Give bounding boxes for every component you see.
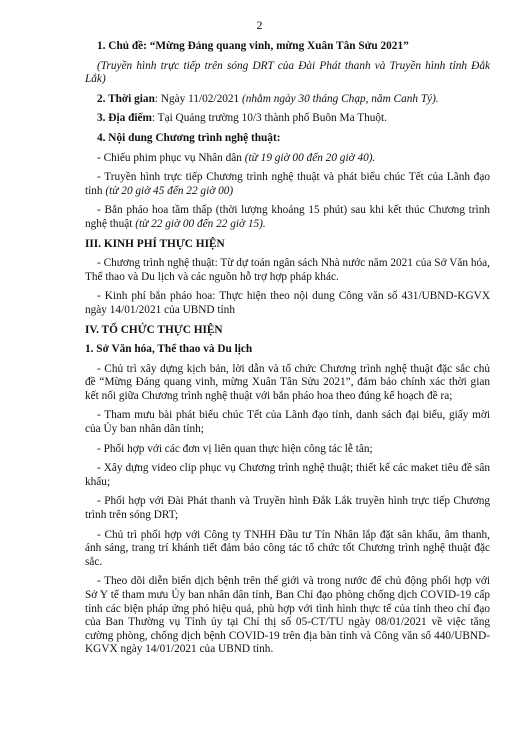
time-text: : Ngày 11/02/2021 <box>154 92 242 105</box>
task-item: - Chủ trì xây dựng kịch bản, lời dẫn và tổ chức Chương trình nghệ thuật đặc sắc chủ đề “Mừng Đảng quang vinh, mừng Xuân Tân Sửu 2021”, đảm bảo chính xác thời gian kết nối giữa Chương trình nghệ thuật với bắn pháo hoa theo đúng kế hoạch đề ra; <box>85 362 490 402</box>
program-item-text: - Chiếu phim phục vụ Nhân dân <box>97 151 245 164</box>
location-label: 3. Địa điểm <box>97 112 152 125</box>
implementation-heading: IV. TỔ CHỨC THỰC HIỆN <box>85 323 223 336</box>
topic-note: (Truyền hình trực tiếp trên sóng DRT của Đài Phát thanh và Truyền hình tỉnh Đắk Lắk) <box>85 59 490 86</box>
task-item: - Chủ trì phối hợp với Công ty TNHH Đầu tư Tín Nhân lắp đặt sân khấu, âm thanh, ánh sáng, trang trí khánh tiết đảm bảo công tác tổ chức tốt Chương trình nghệ thuật đặc sắc. <box>85 528 490 568</box>
budget-item: - Kinh phí bắn pháo hoa: Thực hiện theo nội dung Công văn số 431/UBND-KGVX ngày 14/01/2021 của UBND tỉnh <box>85 290 490 316</box>
program-item <box>85 152 490 166</box>
topic-label: 1. Chủ đề: <box>97 40 147 52</box>
program-item-note: (từ 20 giờ 45 đến 22 giờ 00) <box>105 184 234 197</box>
task-item: - Theo dõi diễn biến dịch bệnh trên thế giới và trong nước để chủ động phối hợp với Sở Y tế tham mưu Ủy ban nhân dân tỉnh, Ban Chỉ đạo phòng chống dịch COVID-19 cấp tỉnh các biện pháp ứng phó hiệu quả, phù hợp với tình hình thực tế của tỉnh theo chỉ đạo của Ban Thường vụ Tỉnh ủy tại Chỉ thị số 05-CT/TU ngày 08/01/2021 về việc tăng cường phòng, chống dịch bệnh COVID-19 trên địa bàn tỉnh và Công văn số 440/UBND-KGVX ngày 14/01/2021 của UBND tỉnh. <box>85 575 490 656</box>
program-item-text: - Bắn pháo hoa tầm thấp (thời lượng khoảng 15 phút) sau khi kết thúc Chương trình nghệ thuật <box>85 204 490 230</box>
time-line <box>85 93 490 107</box>
time-note: (nhằm ngày 30 tháng Chạp, năm Canh Tý). <box>242 92 439 105</box>
topic-text: “Mừng Đảng quang vinh, mừng Xuân Tân Sửu 2021” <box>146 40 409 52</box>
location-text: : Tại Quảng trường 10/3 thành phố Buôn Ma Thuột. <box>151 112 388 125</box>
time-label: 2. Thời gian <box>97 92 155 105</box>
page-number: 2 <box>256 18 263 32</box>
location-line <box>85 112 490 126</box>
program-content-heading: 4. Nội dung Chương trình nghệ thuật: <box>97 131 281 144</box>
program-item <box>85 171 490 198</box>
budget-heading: III. KINH PHÍ THỰC HIỆN <box>85 237 225 250</box>
document-body <box>85 40 490 663</box>
task-item: - Phối hợp với Đài Phát thanh và Truyền hình Đắk Lắk truyền hình trực tiếp Chương trình trên sóng DRT; <box>85 495 490 522</box>
program-item-text: - Truyền hình trực tiếp Chương trình nghệ thuật và phát biểu chúc Tết của Lãnh đạo tỉnh <box>85 171 490 197</box>
program-item-note: (từ 22 giờ 00 đến 22 giờ 15). <box>135 217 266 230</box>
task-item: - Phối hợp với các đơn vị liên quan thực hiện công tác lễ tân; <box>97 442 373 455</box>
task-item: - Xây dựng video clip phục vụ Chương trình nghệ thuật; thiết kế các maket tiêu đề sân khấu; <box>85 462 490 488</box>
topic-line <box>85 40 490 54</box>
budget-item: - Chương trình nghệ thuật: Từ dự toán ngân sách Nhà nước năm 2021 của Sở Văn hóa, Thể thao và Du lịch và các nguồn hỗ trợ hợp pháp khác. <box>85 257 490 283</box>
task-item: - Tham mưu bài phát biểu chúc Tết của Lãnh đạo tỉnh, danh sách đại biểu, giấy mời của Ủy ban nhân dân tỉnh; <box>85 409 490 436</box>
program-item <box>85 204 490 231</box>
program-item-note: (từ 19 giờ 00 đến 20 giờ 40). <box>244 151 376 164</box>
culture-department-heading: 1. Sở Văn hóa, Thể thao và Du lịch <box>85 343 253 356</box>
